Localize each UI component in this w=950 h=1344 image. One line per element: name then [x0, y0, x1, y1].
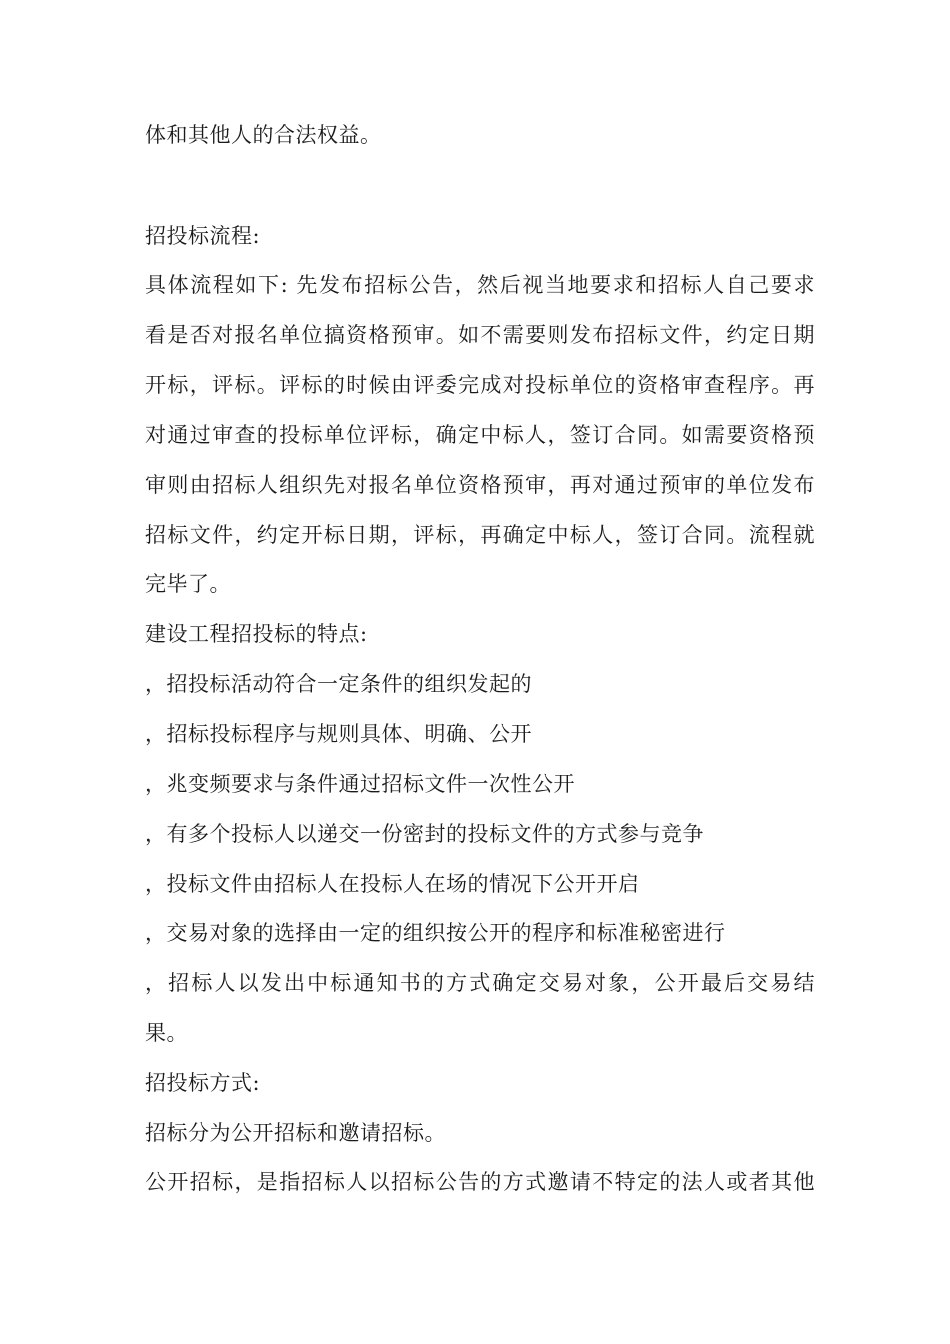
- list-item: ，投标文件由招标人在投标人在场的情况下公开开启: [145, 872, 640, 896]
- text-line: 对通过审查的投标单位评标，确定中标人，签订合同。如需要资格预: [145, 423, 815, 447]
- list-item: ，有多个投标人以递交一份密封的投标文件的方式参与竞争: [145, 822, 704, 846]
- text-line: 看是否对报名单位搞资格预审。如不需要则发布招标文件，约定日期: [145, 323, 815, 347]
- text-line: 招标文件，约定开标日期，评标，再确定中标人，签订合同。流程就: [145, 523, 815, 547]
- text-line: 完毕了。: [145, 572, 231, 596]
- text-line: 招标分为公开招标和邀请招标。: [145, 1121, 446, 1145]
- list-item: ，兆变频要求与条件通过招标文件一次性公开: [145, 772, 575, 796]
- list-item: ，交易对象的选择由一定的组织按公开的程序和标准秘密进行: [145, 921, 726, 945]
- list-item: ，招投标活动符合一定条件的组织发起的: [145, 672, 532, 696]
- section-heading-methods: 招投标方式:: [145, 1071, 261, 1095]
- list-item: ，招标投标程序与规则具体、明确、公开: [145, 722, 532, 746]
- text-line: 具体流程如下: 先发布招标公告，然后视当地要求和招标人自己要求: [145, 273, 815, 297]
- list-item: ，招标人以发出中标通知书的方式确定交易对象，公开最后交易结: [145, 971, 815, 995]
- text-line: 公开招标，是指招标人以招标公告的方式邀请不特定的法人或者其他: [145, 1170, 815, 1194]
- section-heading-features: 建设工程招投标的特点:: [145, 622, 368, 646]
- text-line: 体和其他人的合法权益。: [145, 123, 382, 147]
- text-line: 开标，评标。评标的时候由评委完成对投标单位的资格审查程序。再: [145, 373, 815, 397]
- text-line: 果。: [145, 1021, 188, 1045]
- text-line: 审则由招标人组织先对报名单位资格预审，再对通过预审的单位发布: [145, 473, 815, 497]
- section-heading-process: 招投标流程:: [145, 224, 261, 248]
